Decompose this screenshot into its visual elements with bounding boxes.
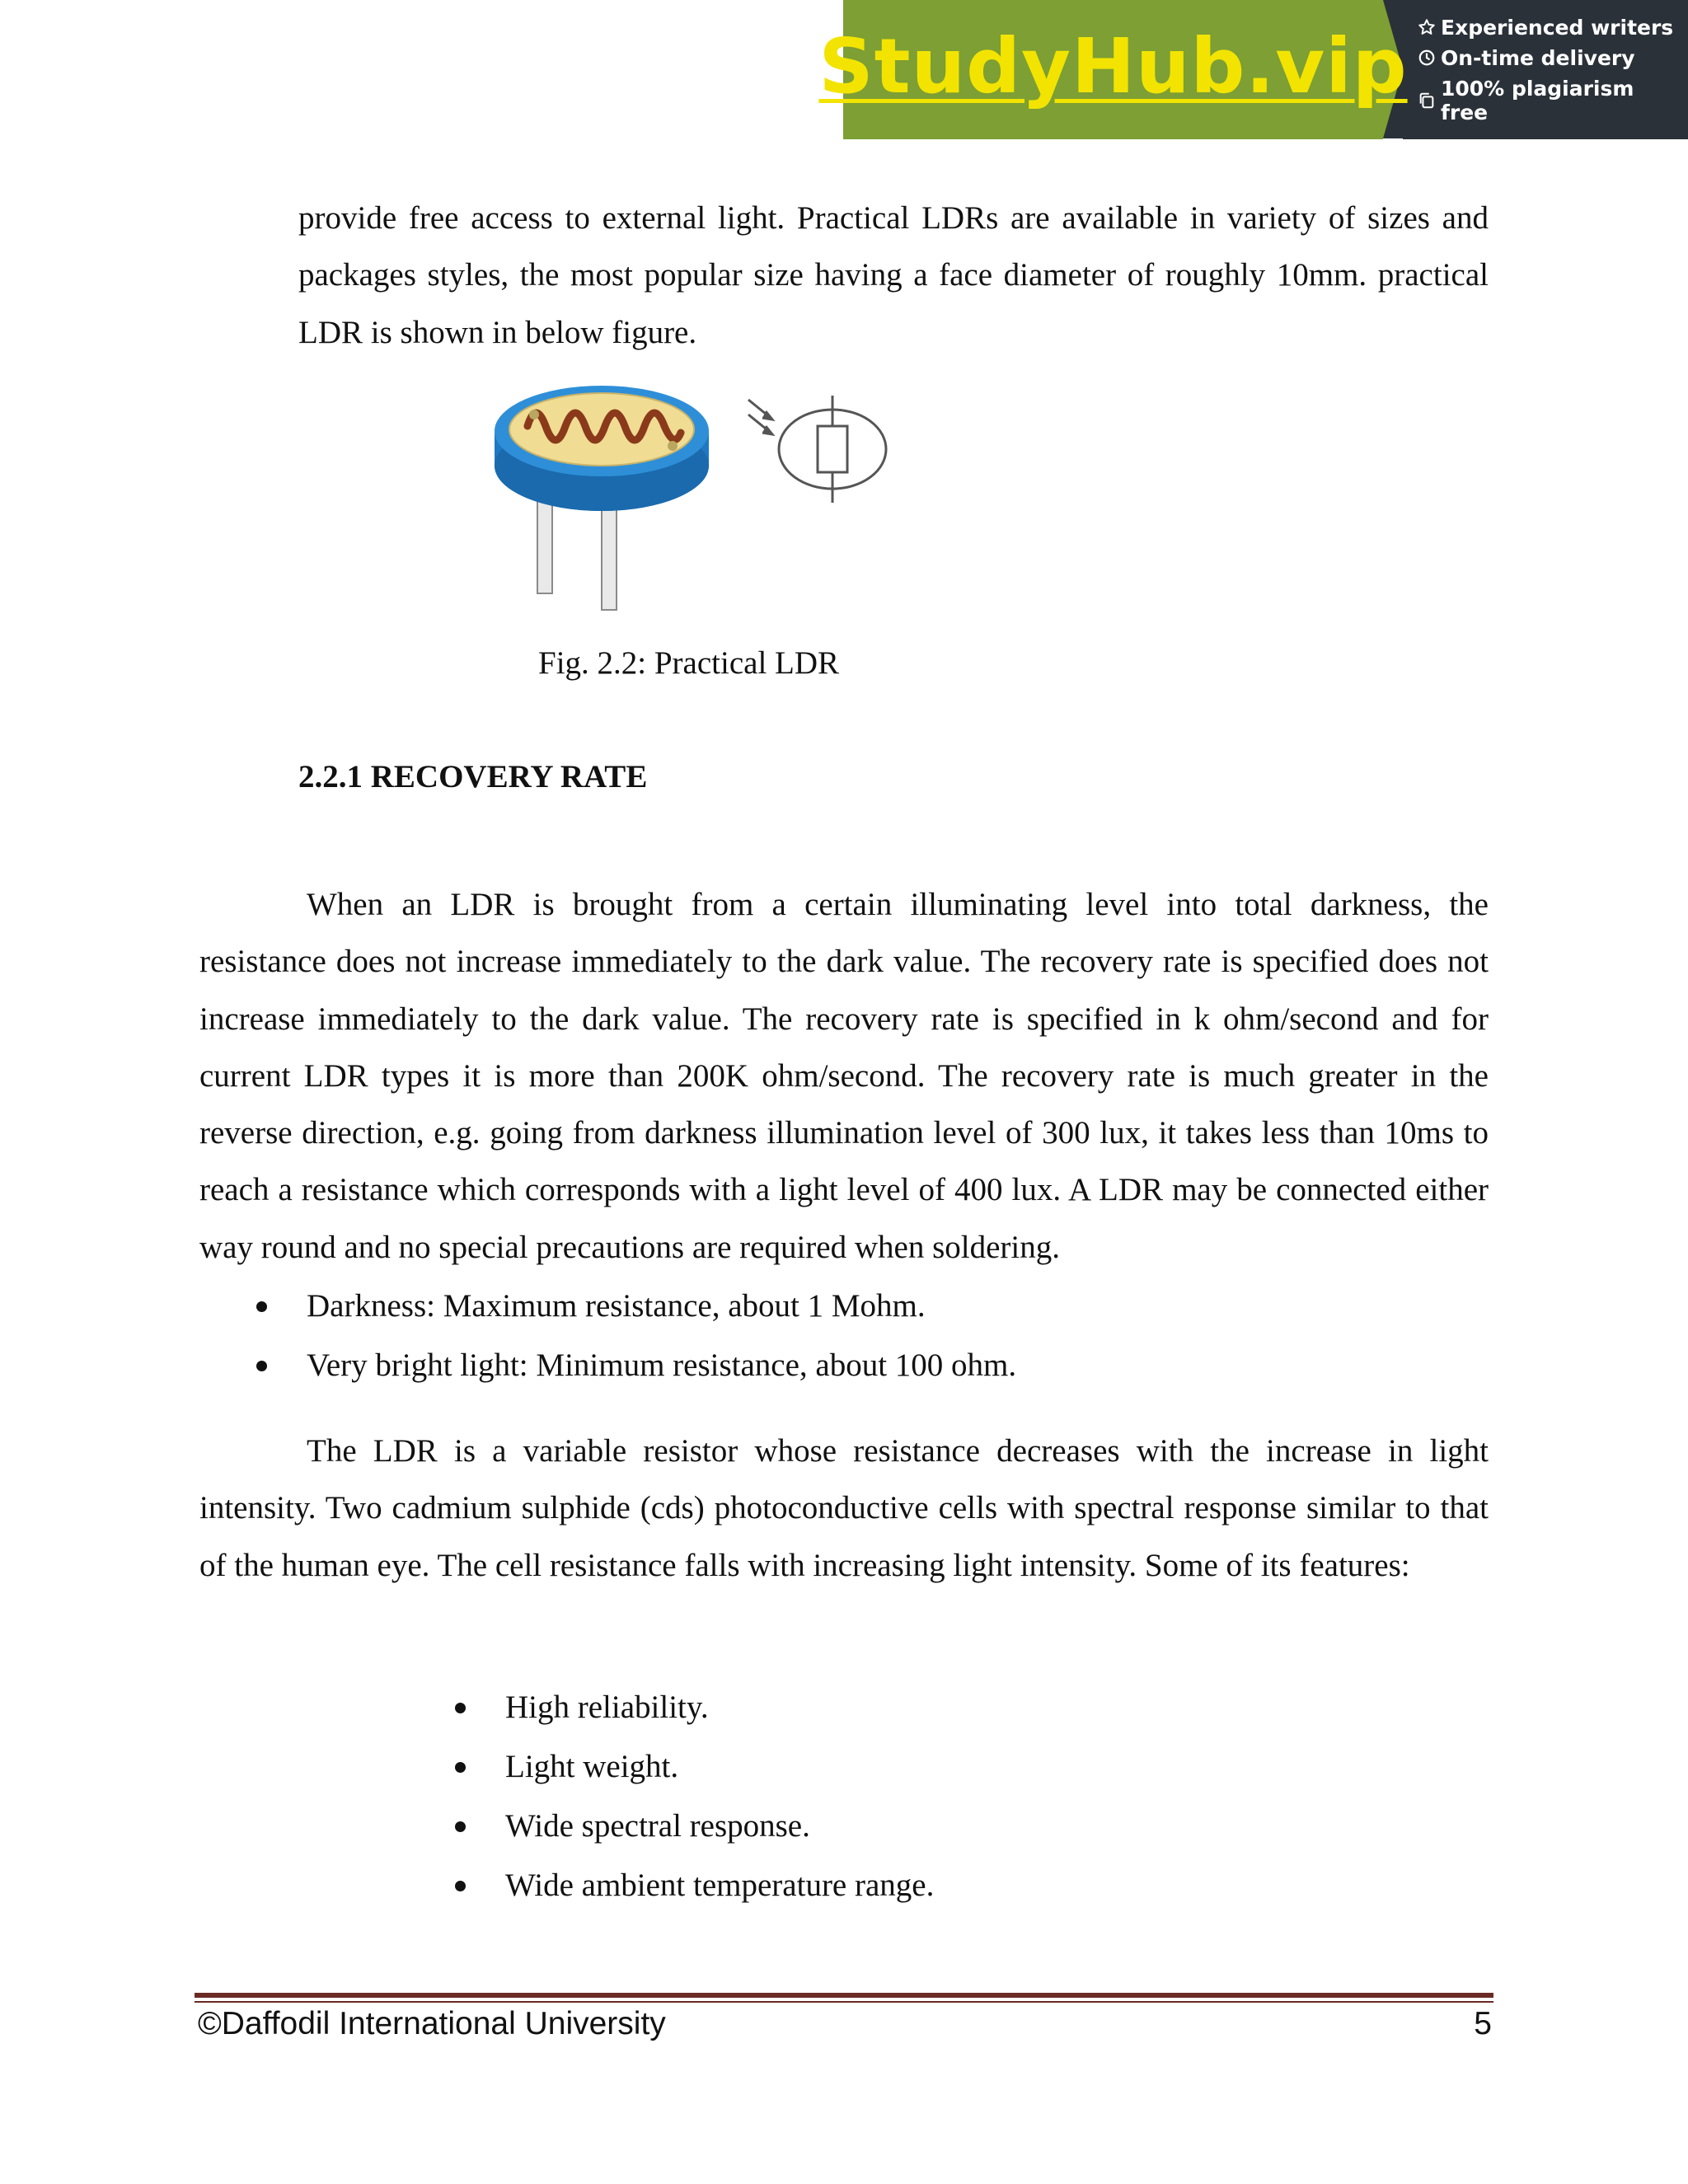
bullet-icon (256, 1301, 267, 1312)
copy-icon (1418, 91, 1436, 110)
list-item (505, 1737, 934, 1797)
list-item-text: Wide spectral response. (505, 1808, 810, 1844)
banner-logo-text: StudyHub.vip (818, 22, 1408, 110)
list-item (505, 1856, 934, 1915)
footer-rule-thin (195, 2001, 1493, 2003)
bullet-icon (455, 1821, 466, 1832)
feature-label: On-time delivery (1441, 45, 1635, 70)
bullet-icon (455, 1881, 466, 1891)
list-item (505, 1797, 934, 1856)
ldr-figure (486, 375, 898, 622)
bullet-icon (455, 1703, 466, 1713)
feature-experienced-writers (1418, 16, 1688, 40)
ldr-features-text: The LDR is a variable resistor whose resistance decreases with the increase in light intensity. Two cadmium sulphide (cds) photoconductive cells with spectral response similar to that of the human eye. The cell resistance falls with increasing light intensity. Some of its features: (199, 1433, 1489, 1583)
bullet-icon (455, 1762, 466, 1773)
list-item-text: Darkness: Maximum resistance, about 1 Mohm. (307, 1288, 926, 1324)
features-bullet-list (505, 1678, 934, 1915)
ldr-circuit-symbol-icon (748, 396, 886, 503)
list-item-text: Light weight. (505, 1749, 679, 1784)
feature-label: 100% plagiarism free (1441, 76, 1634, 124)
feature-plagiarism-free (1418, 77, 1688, 124)
intro-paragraph: provide free access to external light. Practical LDRs are available in variety of sizes and packages styles, the most popular size having a face diameter of roughly 10mm. practical LDR is shown in below figure. (298, 200, 1489, 350)
bullet-icon (256, 1361, 267, 1371)
list-item (307, 1277, 1016, 1336)
list-item-text: Very bright light: Minimum resistance, about 100 ohm. (307, 1347, 1017, 1383)
figure-caption: Fig. 2.2: Practical LDR (538, 645, 840, 681)
ldr-photo-icon (495, 386, 709, 610)
list-item (307, 1336, 1016, 1395)
feature-on-time-delivery (1418, 46, 1688, 70)
recovery-rate-text: When an LDR is brought from a certain illuminating level into total darkness, the resistance does not increase immediately to the dark value. The recovery rate is specified does not increase immediately to the dark value. The recovery rate is specified in k ohm/second and for current LDR types it is more than 200K ohm/second. The recovery rate is much greater in the reverse direction, e.g. going from darkness illumination level of 300 lux, it takes less than 10ms to reach a resistance which corresponds with a light level of 400 lux. A LDR may be connected either way round and no special precautions are required when soldering. (199, 887, 1489, 1265)
feature-label: Experienced writers (1441, 15, 1674, 40)
studyhub-banner[interactable] (818, 0, 1688, 139)
banner-logo[interactable] (818, 0, 1408, 139)
section-heading: 2.2.1 RECOVERY RATE (298, 759, 648, 794)
recovery-rate-paragraph (199, 876, 1489, 1276)
list-item-text: High reliability. (505, 1690, 709, 1725)
resistance-bullet-list (307, 1277, 1016, 1395)
star-icon (1418, 18, 1436, 36)
list-item-text: Wide ambient temperature range. (505, 1868, 935, 1903)
ldr-features-paragraph (199, 1422, 1489, 1594)
clock-icon (1418, 49, 1436, 67)
footer-university: ©Daffodil International University (198, 2006, 666, 2041)
page-number: 5 (1474, 2006, 1492, 2041)
list-item (505, 1678, 934, 1737)
banner-features (1403, 0, 1688, 139)
footer-rule-thick (195, 1993, 1493, 1998)
